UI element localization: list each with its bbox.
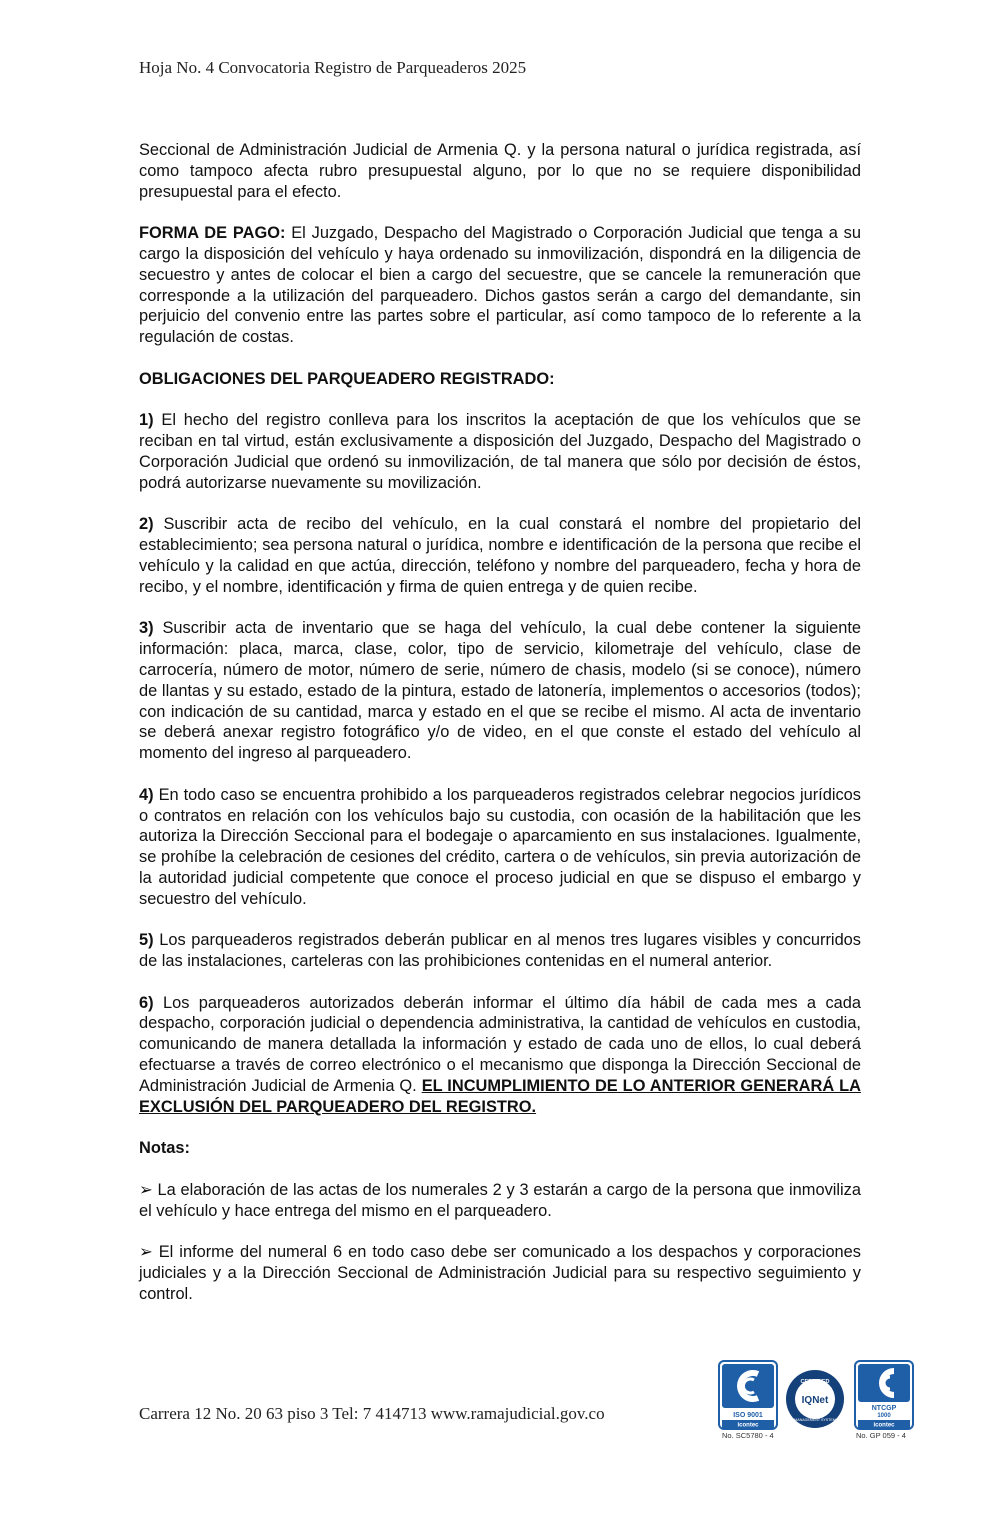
document-body <box>139 140 861 1325</box>
ntcgp-label: NTCGP <box>871 1405 897 1412</box>
item-number: 5) <box>139 931 154 950</box>
obligation-item-6 <box>139 993 861 1118</box>
item-number: 2) <box>139 515 154 534</box>
iso-9001-logo <box>718 1360 778 1430</box>
ntcgp-1000-logo <box>854 1360 914 1430</box>
obligation-item-3 <box>139 618 861 764</box>
item-number: 1) <box>139 411 154 430</box>
obligation-item-2 <box>139 514 861 597</box>
page-footer: Carrera 12 No. 20 63 piso 3 Tel: 7 414713 www.ramajudicial.gov.co <box>139 1404 605 1423</box>
item-text: Suscribir acta de recibo del vehículo, en la cual constará el nombre del propietario del establecimiento; sea persona natural o jurídica, nombre e identificación de la persona que recibe el vehículo y la calidad en que actúa, dirección, teléfono y nombre del parqueadero, fecha y hora de recibo, y el nombre, identificación y firma de quien entrega y de quien recibe. <box>139 515 861 596</box>
obligaciones-heading: OBLIGACIONES DEL PARQUEADERO REGISTRADO: <box>139 369 555 388</box>
obligation-item-4 <box>139 785 861 910</box>
obligation-item-5 <box>139 930 861 972</box>
iqnet-label: IQNet <box>801 1395 829 1406</box>
obligation-item-1 <box>139 410 861 493</box>
item-text: El hecho del registro conlleva para los inscritos la aceptación de que los vehículos que se reciban en tal virtud, están exclusivamente a disposición del Juzgado, Despacho del Magistrado o Corporación Judicial que ordenó su inmovilización, de tal manera que sólo por decisión de éstos, podrá autorizarse nuevamente su movilización. <box>139 411 861 492</box>
item-text: Los parqueaderos registrados deberán publicar en al menos tres lugares visibles y concurridos de las instalaciones, carteleras con las prohibiciones contenidas en el numeral anterior. <box>139 931 861 971</box>
ntcgp-brand: icontec <box>873 1422 895 1429</box>
paragraph-intro: Seccional de Administración Judicial de Armenia Q. y la persona natural o jurídica registrada, así como tampoco afecta rubro presupuestal alguno, por lo que no se requiere disponibilidad presupuestal para el efecto. <box>139 141 861 201</box>
page-header: Hoja No. 4 Convocatoria Registro de Parqueaderos 2025 <box>139 58 527 77</box>
iqnet-ring: CERTIFIED <box>800 1379 830 1385</box>
certification-logos <box>718 1360 918 1442</box>
note-item-1: ➢ La elaboración de las actas de los numerales 2 y 3 estarán a cargo de la persona que inmoviliza el vehículo y hace entrega del mismo en el parqueadero. <box>139 1180 861 1220</box>
paragraph-forma-de-pago <box>139 223 861 348</box>
item-text: En todo caso se encuentra prohibido a los parqueaderos registrados celebrar negocios jurídicos o contratos en relación con los vehículos bajo su custodia, con ocasión de la habilitación que les autoriza la Dirección Seccional para el bodegaje o aparcamiento en sus instalaciones. Igualmente, se prohíbe la celebración de cesiones del crédito, cartera o de vehículos, sin previa autorización de la autoridad judicial competente que conoce el proceso judicial en que se dispuso el embargo y secuestro del vehículo. <box>139 785 861 908</box>
iso-brand: icontec <box>737 1422 759 1429</box>
iso-certificate-number: No. SC5780 - 4 <box>722 1431 774 1440</box>
iqnet-logo <box>782 1368 848 1430</box>
item-text: Suscribir acta de inventario que se haga del vehículo, la cual debe contener la siguiente información: placa, marca, clase, color, tipo de servicio, kilometraje del vehículo, clase de carrocería, número de motor, número de serie, número de chasis, modelo (si se conoce), número de llantas y su estado, estado de la pintura, estado de latonería, implementos o accesorios (todos); con indicación de su cantidad, marca y estado en el que se recibe el mismo. Al acta de inventario se deberá anexar registro fotográfico y/o de video, en el que conste el estado del vehículo al momento del ingreso al parqueadero. <box>139 619 861 763</box>
notas-heading: Notas: <box>139 1139 190 1158</box>
item-text: Los parqueaderos autorizados deberán informar el último día hábil de cada mes a cada despacho, corporación judicial o dependencia administrativa, la cantidad de vehículos en custodia, comunicando de manera detallada la información y estado de cada uno de ellos, lo cual deberá efectuarse a través de correo electrónico o el mecanismo que disponga la Dirección Seccional de Administración Judicial de Armenia Q. <box>139 993 861 1095</box>
forma-de-pago-label: FORMA DE PAGO: <box>139 224 286 243</box>
ntcgp-certificate-number: No. GP 059 - 4 <box>856 1431 906 1440</box>
forma-de-pago-text: El Juzgado, Despacho del Magistrado o Corporación Judicial que tenga a su cargo la disposición del vehículo y haya ordenado su inmovilización, dispondrá en la diligencia de secuestro y antes de colocar el bien a cargo del secuestre, que se cancele la remuneración que corresponde a la utilización del parqueadero. Dichos gastos serán a cargo del demandante, sin perjuicio del convenio entre las partes sobre el particular, así como tampoco de lo referente a la regulación de costas. <box>139 224 861 347</box>
note-item-2: ➢ El informe del numeral 6 en todo caso debe ser comunicado a los despachos y corporaciones judiciales y a la Dirección Seccional de Administración Judicial para su respectivo seguimiento y control. <box>139 1243 861 1303</box>
ntcgp-num: 1000 <box>877 1413 891 1419</box>
iso-label: ISO 9001 <box>733 1412 763 1419</box>
item-number: 4) <box>139 785 154 804</box>
iqnet-sub: MANAGEMENT SYSTEM <box>794 1418 836 1422</box>
item-number: 3) <box>139 619 154 638</box>
item-number: 6) <box>139 993 154 1012</box>
exclusion-warning: EL INCUMPLIMIENTO DE LO ANTERIOR GENERARÁ LA EXCLUSIÓN DEL PARQUEADERO DEL REGISTRO. <box>139 1076 861 1116</box>
